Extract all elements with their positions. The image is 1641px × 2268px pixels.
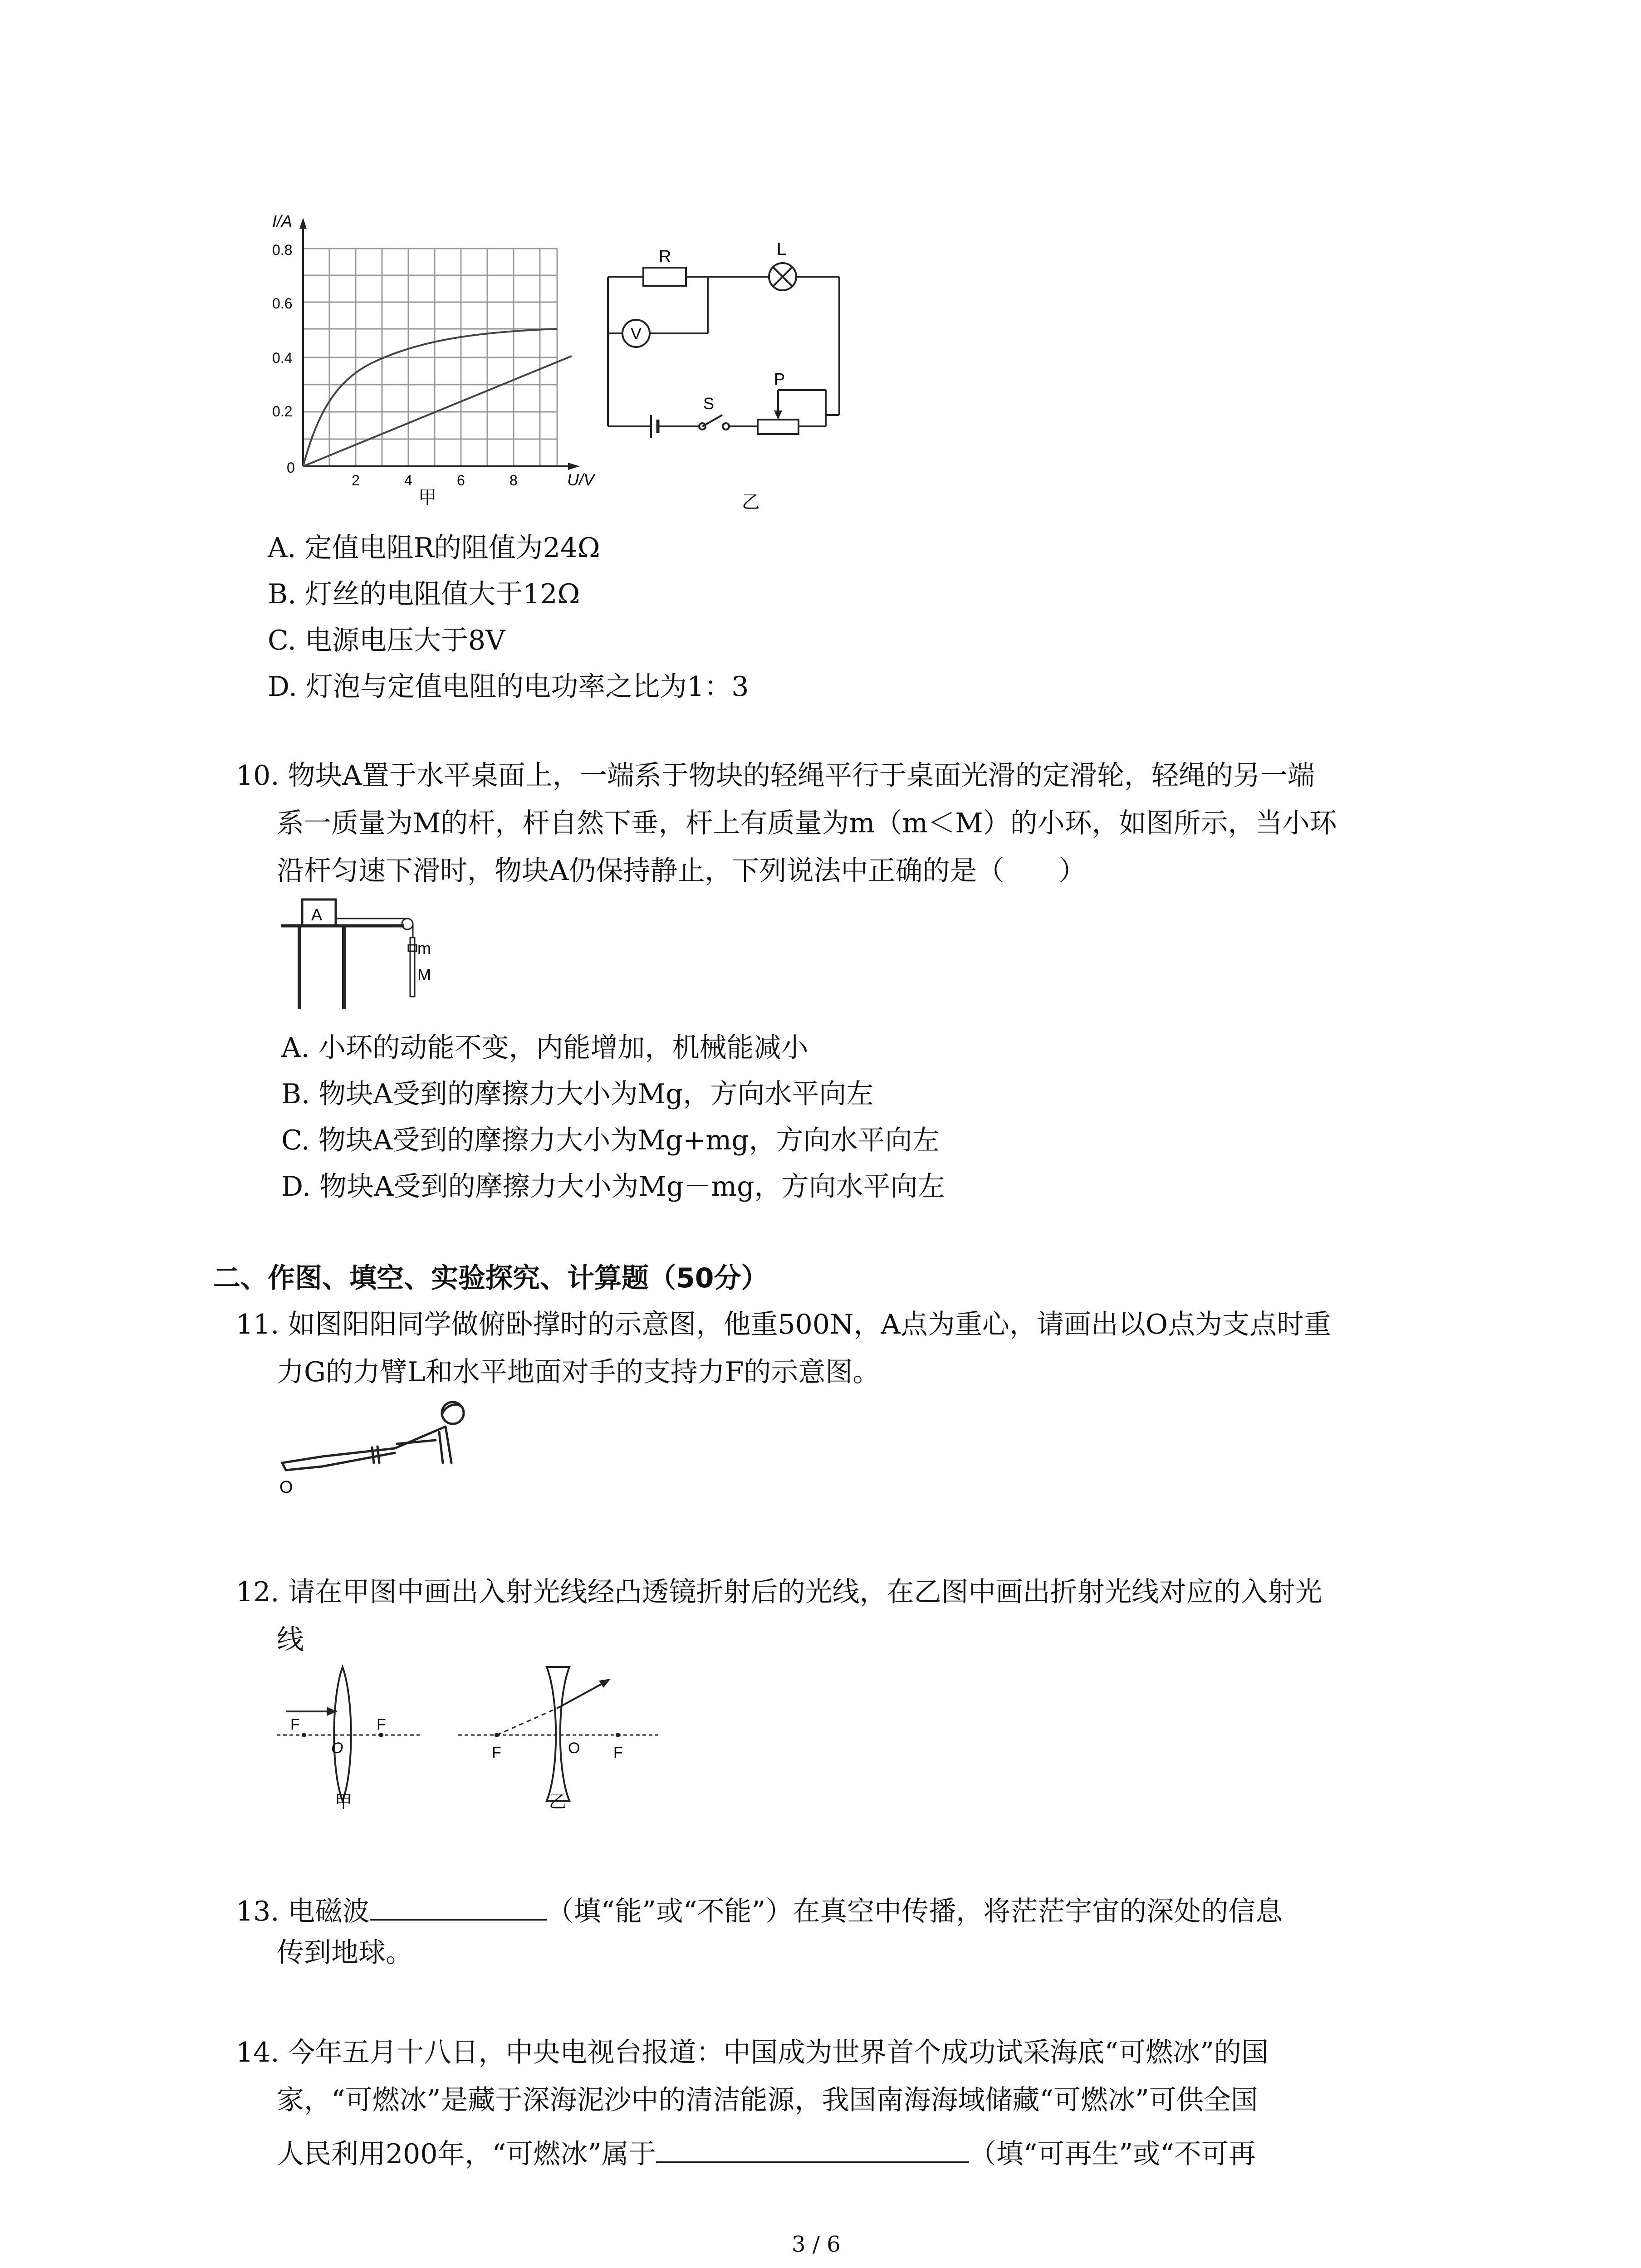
circuit-diagram — [594, 236, 876, 517]
graph-xlabel: U/V — [567, 470, 595, 489]
ytick: 0 — [287, 459, 295, 476]
label-L: L — [777, 240, 787, 259]
ytick: 0.4 — [272, 350, 293, 366]
label-O: O — [568, 1740, 580, 1757]
q10-option-c[interactable]: C. 物块A受到的摩擦力大小为Mg+mg，方向水平向左 — [281, 1124, 940, 1156]
pushup-figure — [272, 1395, 476, 1508]
label-R: R — [659, 247, 671, 266]
label-P: P — [774, 370, 785, 388]
q13-before: 13. 电磁波 — [236, 1896, 370, 1927]
q14-line2: 家，“可燃冰”是藏于深海泥沙中的清洁能源，我国南海海域储藏“可燃冰”可供全国 — [277, 2084, 1258, 2116]
q12-stem-line2: 线 — [277, 1624, 304, 1656]
rheostat — [758, 420, 798, 434]
label-F-left: F — [492, 1744, 501, 1761]
xtick: 8 — [509, 472, 518, 489]
q10-stem-line3: 沿杆匀速下滑时，物块A仍保持静止，下列说法中正确的是（ ） — [277, 855, 1086, 887]
q9-option-b[interactable]: B. 灯丝的电阻值大于12Ω — [268, 578, 580, 610]
label-O: O — [279, 1478, 293, 1497]
q12-stem-line1: 12. 请在甲图中画出入射光线经凸透镜折射后的光线，在乙图中画出折射光线对应的入射光 — [236, 1576, 1323, 1608]
ytick: 0.6 — [272, 295, 293, 312]
ytick: 0.2 — [272, 403, 293, 420]
resistor-R — [643, 268, 686, 286]
xtick: 6 — [457, 472, 465, 489]
section-heading: 二、作图、填空、实验探究、计算题（50分） — [213, 1262, 769, 1294]
label-F-right: F — [613, 1744, 623, 1761]
lens-caption: 乙 — [549, 1793, 567, 1812]
xtick: 2 — [352, 472, 360, 489]
xtick: 4 — [404, 472, 412, 489]
q11-stem-line2: 力G的力臂L和水平地面对手的支持力F的示意图。 — [277, 1356, 880, 1388]
lens-caption: 甲 — [335, 1793, 353, 1812]
q14-line3-after: （填“可再生”或“不可再 — [969, 2138, 1256, 2170]
graph-caption: 甲 — [418, 488, 436, 508]
graph-ylabel: I/A — [272, 213, 293, 230]
q10-option-d[interactable]: D. 物块A受到的摩擦力大小为Mg－mg，方向水平向左 — [281, 1171, 945, 1202]
q9-option-d[interactable]: D. 灯泡与定值电阻的电功率之比为1：3 — [268, 671, 749, 703]
iu-graph — [254, 213, 599, 513]
q13-answer-blank[interactable] — [370, 1892, 547, 1921]
q11-stem-line1: 11. 如图阳阳同学做俯卧撑时的示意图，他重500N，A点为重心，请画出以O点为支点时重 — [236, 1309, 1332, 1340]
q14-answer-blank[interactable] — [656, 2134, 969, 2163]
label-V: V — [631, 324, 642, 343]
q10-stem-line1: 10. 物块A置于水平桌面上，一端系于物块的轻绳平行于桌面光滑的定滑轮，轻绳的另一端 — [236, 760, 1315, 792]
circuit-caption: 乙 — [742, 492, 760, 512]
label-A: A — [311, 905, 323, 924]
q13-line1 — [236, 1892, 1283, 1925]
q10-figure — [277, 896, 449, 1014]
page-number: 3 / 6 — [792, 2232, 841, 2257]
ytick: 0.8 — [272, 242, 293, 258]
label-M: M — [417, 965, 431, 984]
concave-lens-figure — [454, 1662, 662, 1812]
q10-option-b[interactable]: B. 物块A受到的摩擦力大小为Mg，方向水平向左 — [281, 1078, 874, 1110]
label-F-right: F — [377, 1716, 386, 1733]
convex-lens-figure — [272, 1662, 426, 1812]
lamp-curve — [303, 329, 557, 466]
q13-after: （填“能”或“不能”）在真空中传播，将茫茫宇宙的深处的信息 — [546, 1896, 1283, 1927]
q14-line3 — [277, 2134, 1256, 2168]
label-S: S — [703, 394, 715, 413]
q10-stem-line2: 系一质量为M的杆，杆自然下垂，杆上有质量为m（m＜M）的小环，如图所示，当小环 — [277, 807, 1337, 839]
label-O: O — [331, 1740, 343, 1757]
q9-option-a[interactable]: A. 定值电阻R的阻值为24Ω — [268, 532, 600, 564]
q14-line3-before: 人民利用200年，“可燃冰”属于 — [277, 2138, 656, 2170]
q14-line1: 14. 今年五月十八日，中央电视台报道：中国成为世界首个成功试采海底“可燃冰”的国 — [236, 2037, 1269, 2068]
q10-option-a[interactable]: A. 小环的动能不变，内能增加，机械能减小 — [281, 1032, 808, 1064]
q9-option-c[interactable]: C. 电源电压大于8V — [268, 625, 505, 656]
label-F-left: F — [290, 1716, 300, 1733]
q13-line2: 传到地球。 — [277, 1937, 413, 1969]
graph-grid — [303, 249, 557, 466]
label-m: m — [417, 939, 431, 958]
